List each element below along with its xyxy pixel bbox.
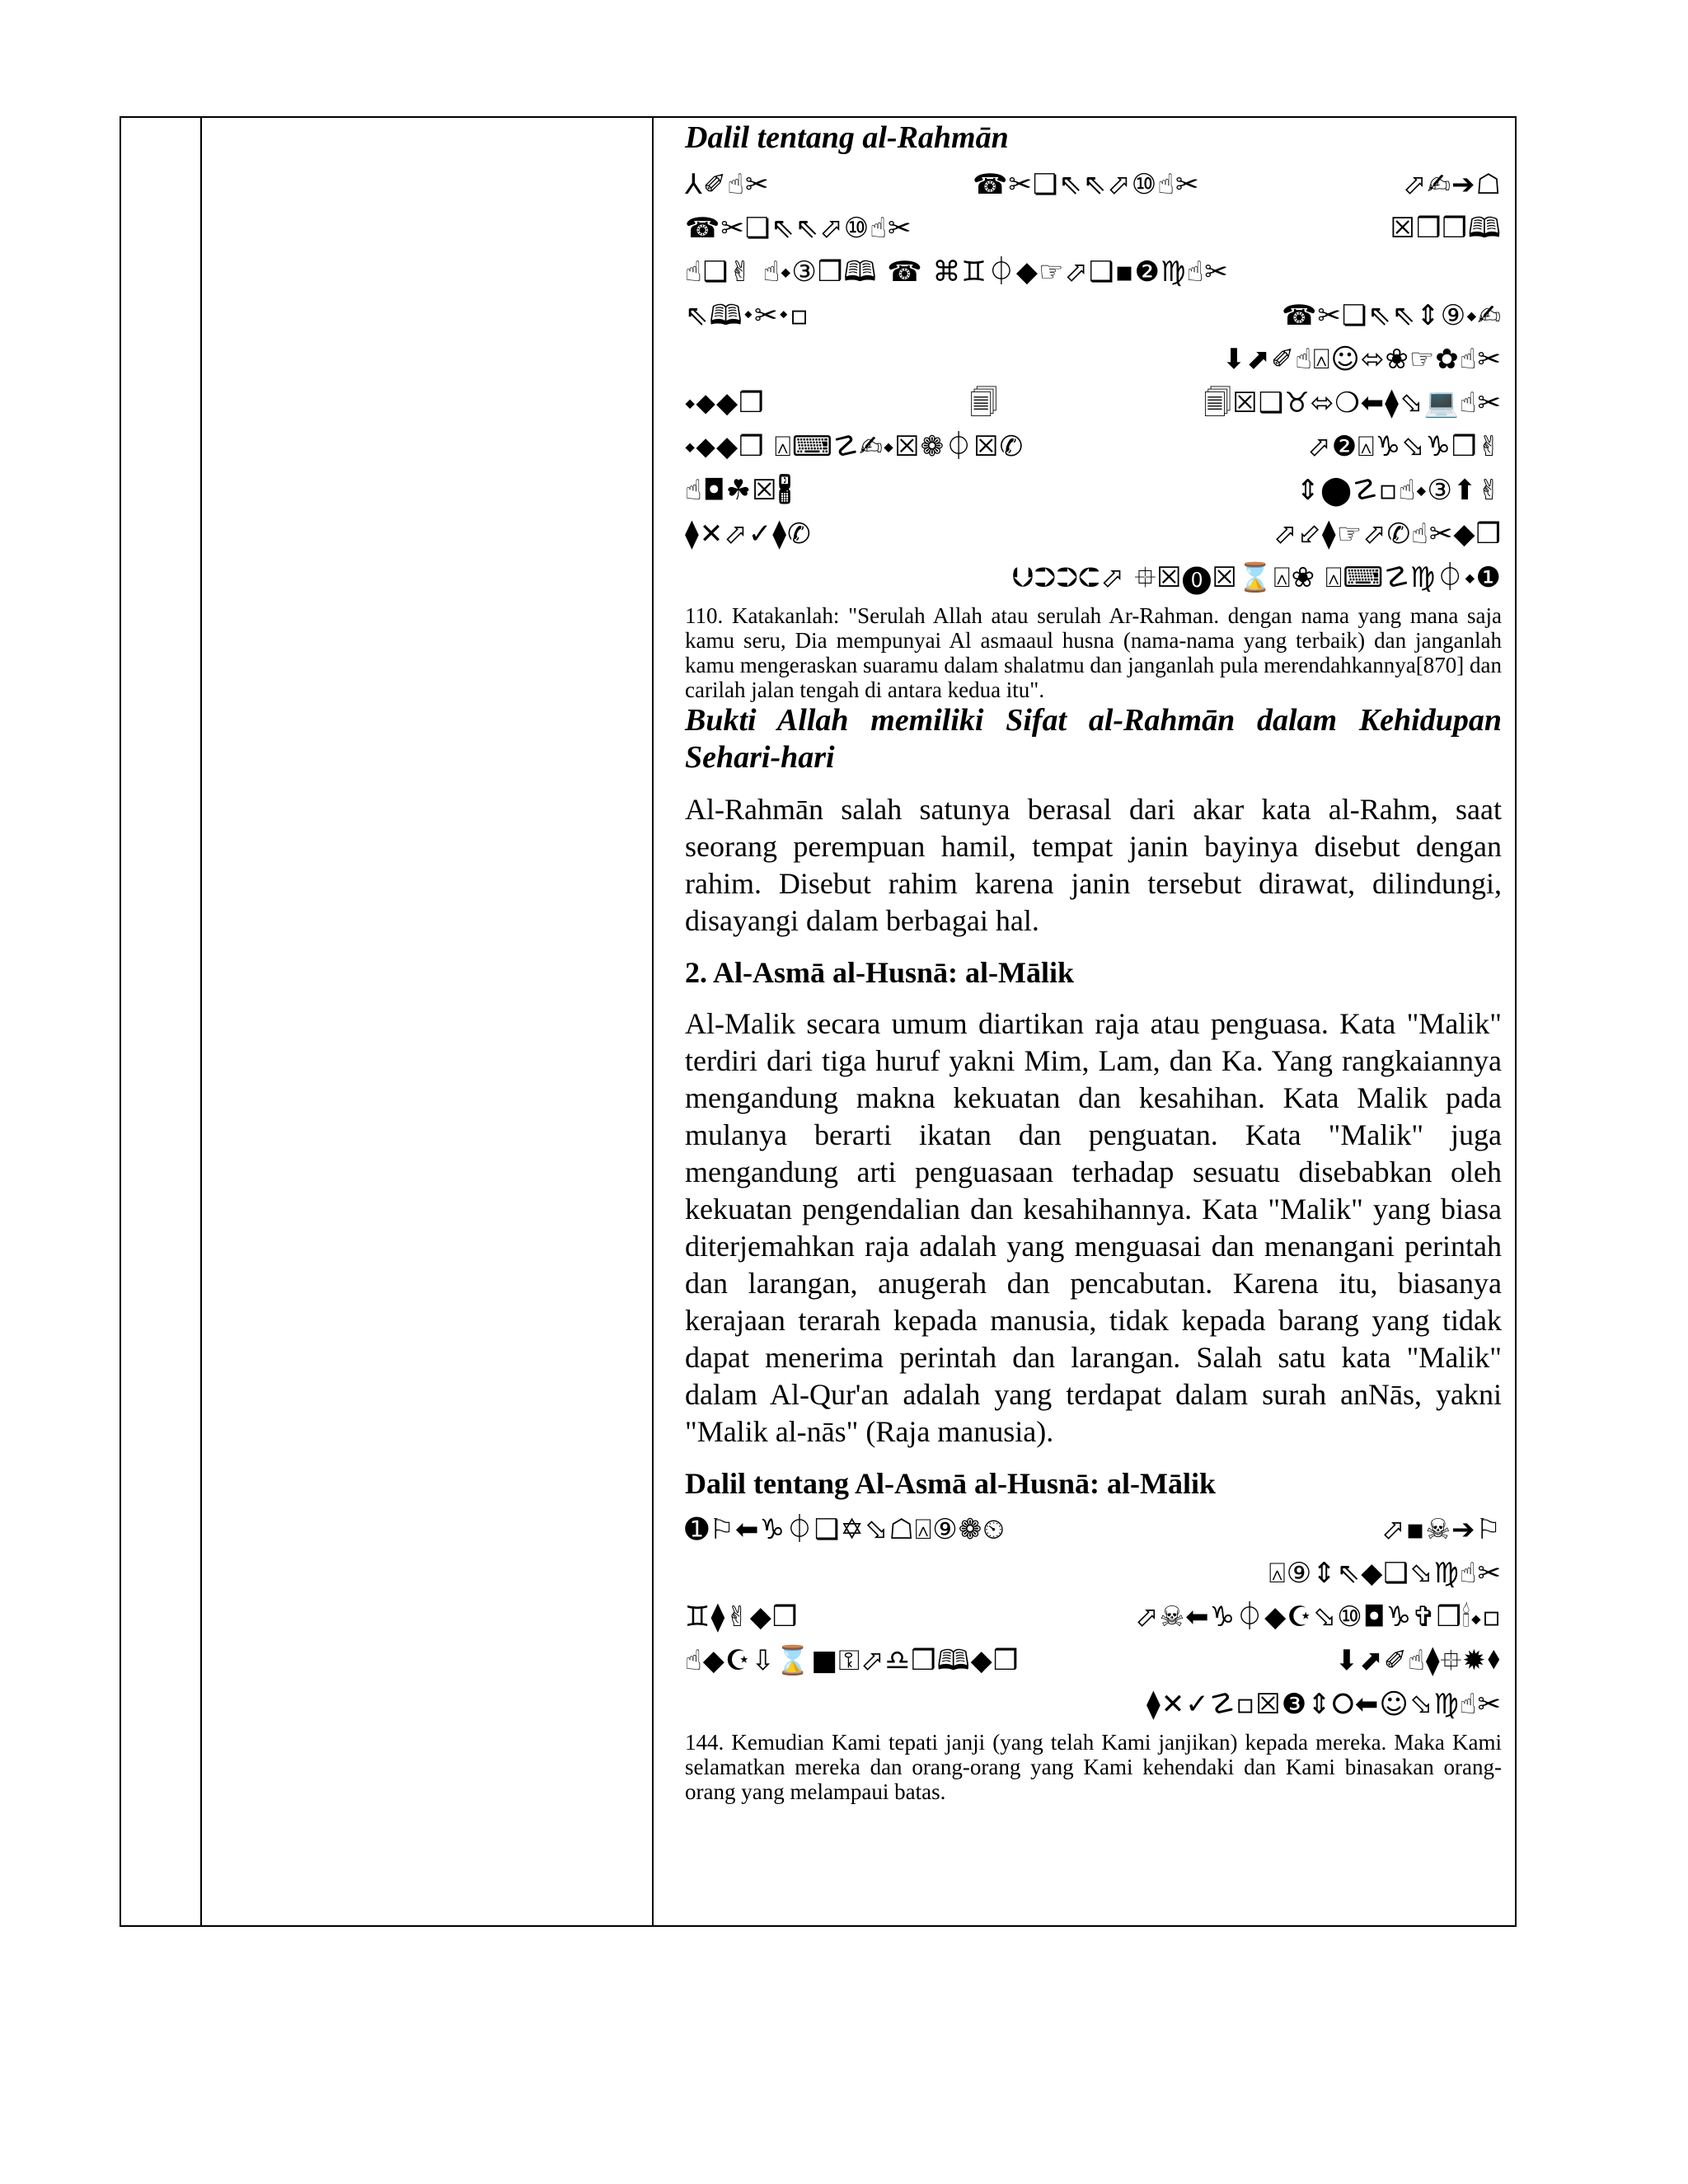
verse-translation-110: 110. Katakanlah: "Serulah Allah atau serulah Ar-Rahman. dengan nama yang mana saja kamu seru, Dia mempunyai Al asmaaul husna (nama-nama yang terbaik) dan janganlah kamu mengeraskan suaramu dalam shalatmu dan janganlah pula merendahkannya[870] dan carilah jalan tengah di antara kedua itu". [685, 603, 1502, 702]
column-divider-2 [652, 118, 654, 1925]
section-heading-dalil-rahman: Dalil tentang al-Rahmān [685, 120, 1009, 155]
verse-line: ☝❑✌ ☝⬩③❒🕮 ☎ ⌘♊⏀◆☞⬀❑▪❷♍☝✂ [685, 255, 1229, 288]
section-heading-dalil-malik: Dalil tentang Al-Asmā al-Husnā: al-Mālik [685, 1467, 1217, 1500]
verse-line: ☎✂❏⇖⇖⬀⑩☝✂ ☒❒❒🕮 [685, 212, 1502, 245]
verse-line: ⅄✐☝✂ ☎✂❏⇖⇖⬀⑩☝✂ ⬀✍➔☖ [685, 168, 1502, 201]
verse-line: ⍓⑨⇕⇖◆❑⬂♍☝✂ [1268, 1557, 1502, 1590]
column-divider-1 [200, 118, 202, 1925]
paragraph-rahman: Al-Rahmān salah satunya berasal dari akar kata al-Rahm, saat seorang perempuan hamil, tempat janin bayinya disebut dengan rahim. Disebut rahim karena janin tersebut dirawat, dilindungi, disayangi dalam berbagai hal. [685, 793, 1502, 937]
verse-translation-144: 144. Kemudian Kami tepati janji (yang telah Kami janjikan) kepada mereka. Maka Kami selamatkan mereka dan orang-orang yang Kami kehendaki dan Kami binasakan orang-orang yang melampaui batas. [685, 1730, 1502, 1804]
verse-line: ☝◘☘☒🖁 ⇕⬤☡▫☝⬩③⬆✌ [685, 474, 1502, 507]
arabic-verse-block-2 [685, 1508, 1502, 1727]
verse-line: ⬩⬥◆❒ 🗐 🗐☒❑♉⬄❍⬅⧫⬂💻☝✂ [685, 387, 1502, 419]
verse-line: ⮋⮊⮊⮈⬀ ⯐☒⓿☒⌛⍓❀ ⍓⌨☡♍⏀⬩❶ [1012, 561, 1502, 594]
verse-line: ⧫✕✓☡▫☒❸⇕⭘⬅☺⬂♍☝✂ [1146, 1688, 1502, 1721]
section-heading-al-malik: 2. Al-Asmā al-Husnā: al-Mālik [685, 956, 1075, 989]
verse-line: ⬩⬥◆❒ ⍓⌨☡✍⬩☒❁⏀☒✆ ⬀❷⍓♑⬂♑❒✌ [685, 430, 1502, 463]
content-cell [668, 116, 1517, 1927]
verse-line: ⧫✕⬀✓⧫✆ ⬀⬃⧫☞⬀✆☝✂◆❒ [685, 518, 1502, 551]
verse-line: ☝◆☪⇩⌛■⚿⬀♎❒🕮◆❒ ⬇⬈✐☝⧫⯐✹⬧ [685, 1644, 1502, 1677]
verse-line: ➊⚐⬅♑⏀❑✡⬂☖⍓⑨❁⏲ ⬀▪☠➔⚐ [685, 1513, 1502, 1546]
verse-line: ♊⧫✌◆❒ ⬀☠⬅♑⏀◆☪⬂⑩◘♑✞❒🕯⬩▫ [685, 1601, 1502, 1633]
section-heading-bukti: Bukti Allah memiliki Sifat al-Rahmān dalam Kehidupan Sehari-hari [685, 703, 1502, 775]
paragraph-malik: Al-Malik secara umum diartikan raja atau penguasa. Kata "Malik" terdiri dari tiga huruf yakni Mim, Lam, dan Ka. Yang rangkaiannya mengandung makna kekuatan dan kesahihan. Kata Malik pada mulanya berarti ikatan dan penguatan. Kata "Malik" juga mengandung arti penguasaan terhadap sesuatu disebabkan oleh kekuatan pengendalian dan kesahihannya. Kata "Malik" yang biasa diterjemahkan raja adalah yang menguasai dan menangani perintah dan larangan, anugerah dan pencabutan. Karena itu, biasanya kerajaan terarah kepada manusia, tidak kepada barang yang tidak dapat menerima perintah dan larangan. Salah satu kata "Malik" dalam Al-Qur'an adalah yang terdapat dalam surah anNās, yakni "Malik al-nās" (Raja manusia). [685, 1007, 1502, 1448]
verse-line: ⇖🕮⬩✂⬩▫ ☎✂❏⇖⇖⇕⑨⬩✍ [685, 299, 1502, 332]
verse-line: ⬇⬈✐☝⍓☺⬄❀☞✿☝✂ [1221, 343, 1502, 376]
arabic-verse-block-1 [685, 163, 1502, 600]
